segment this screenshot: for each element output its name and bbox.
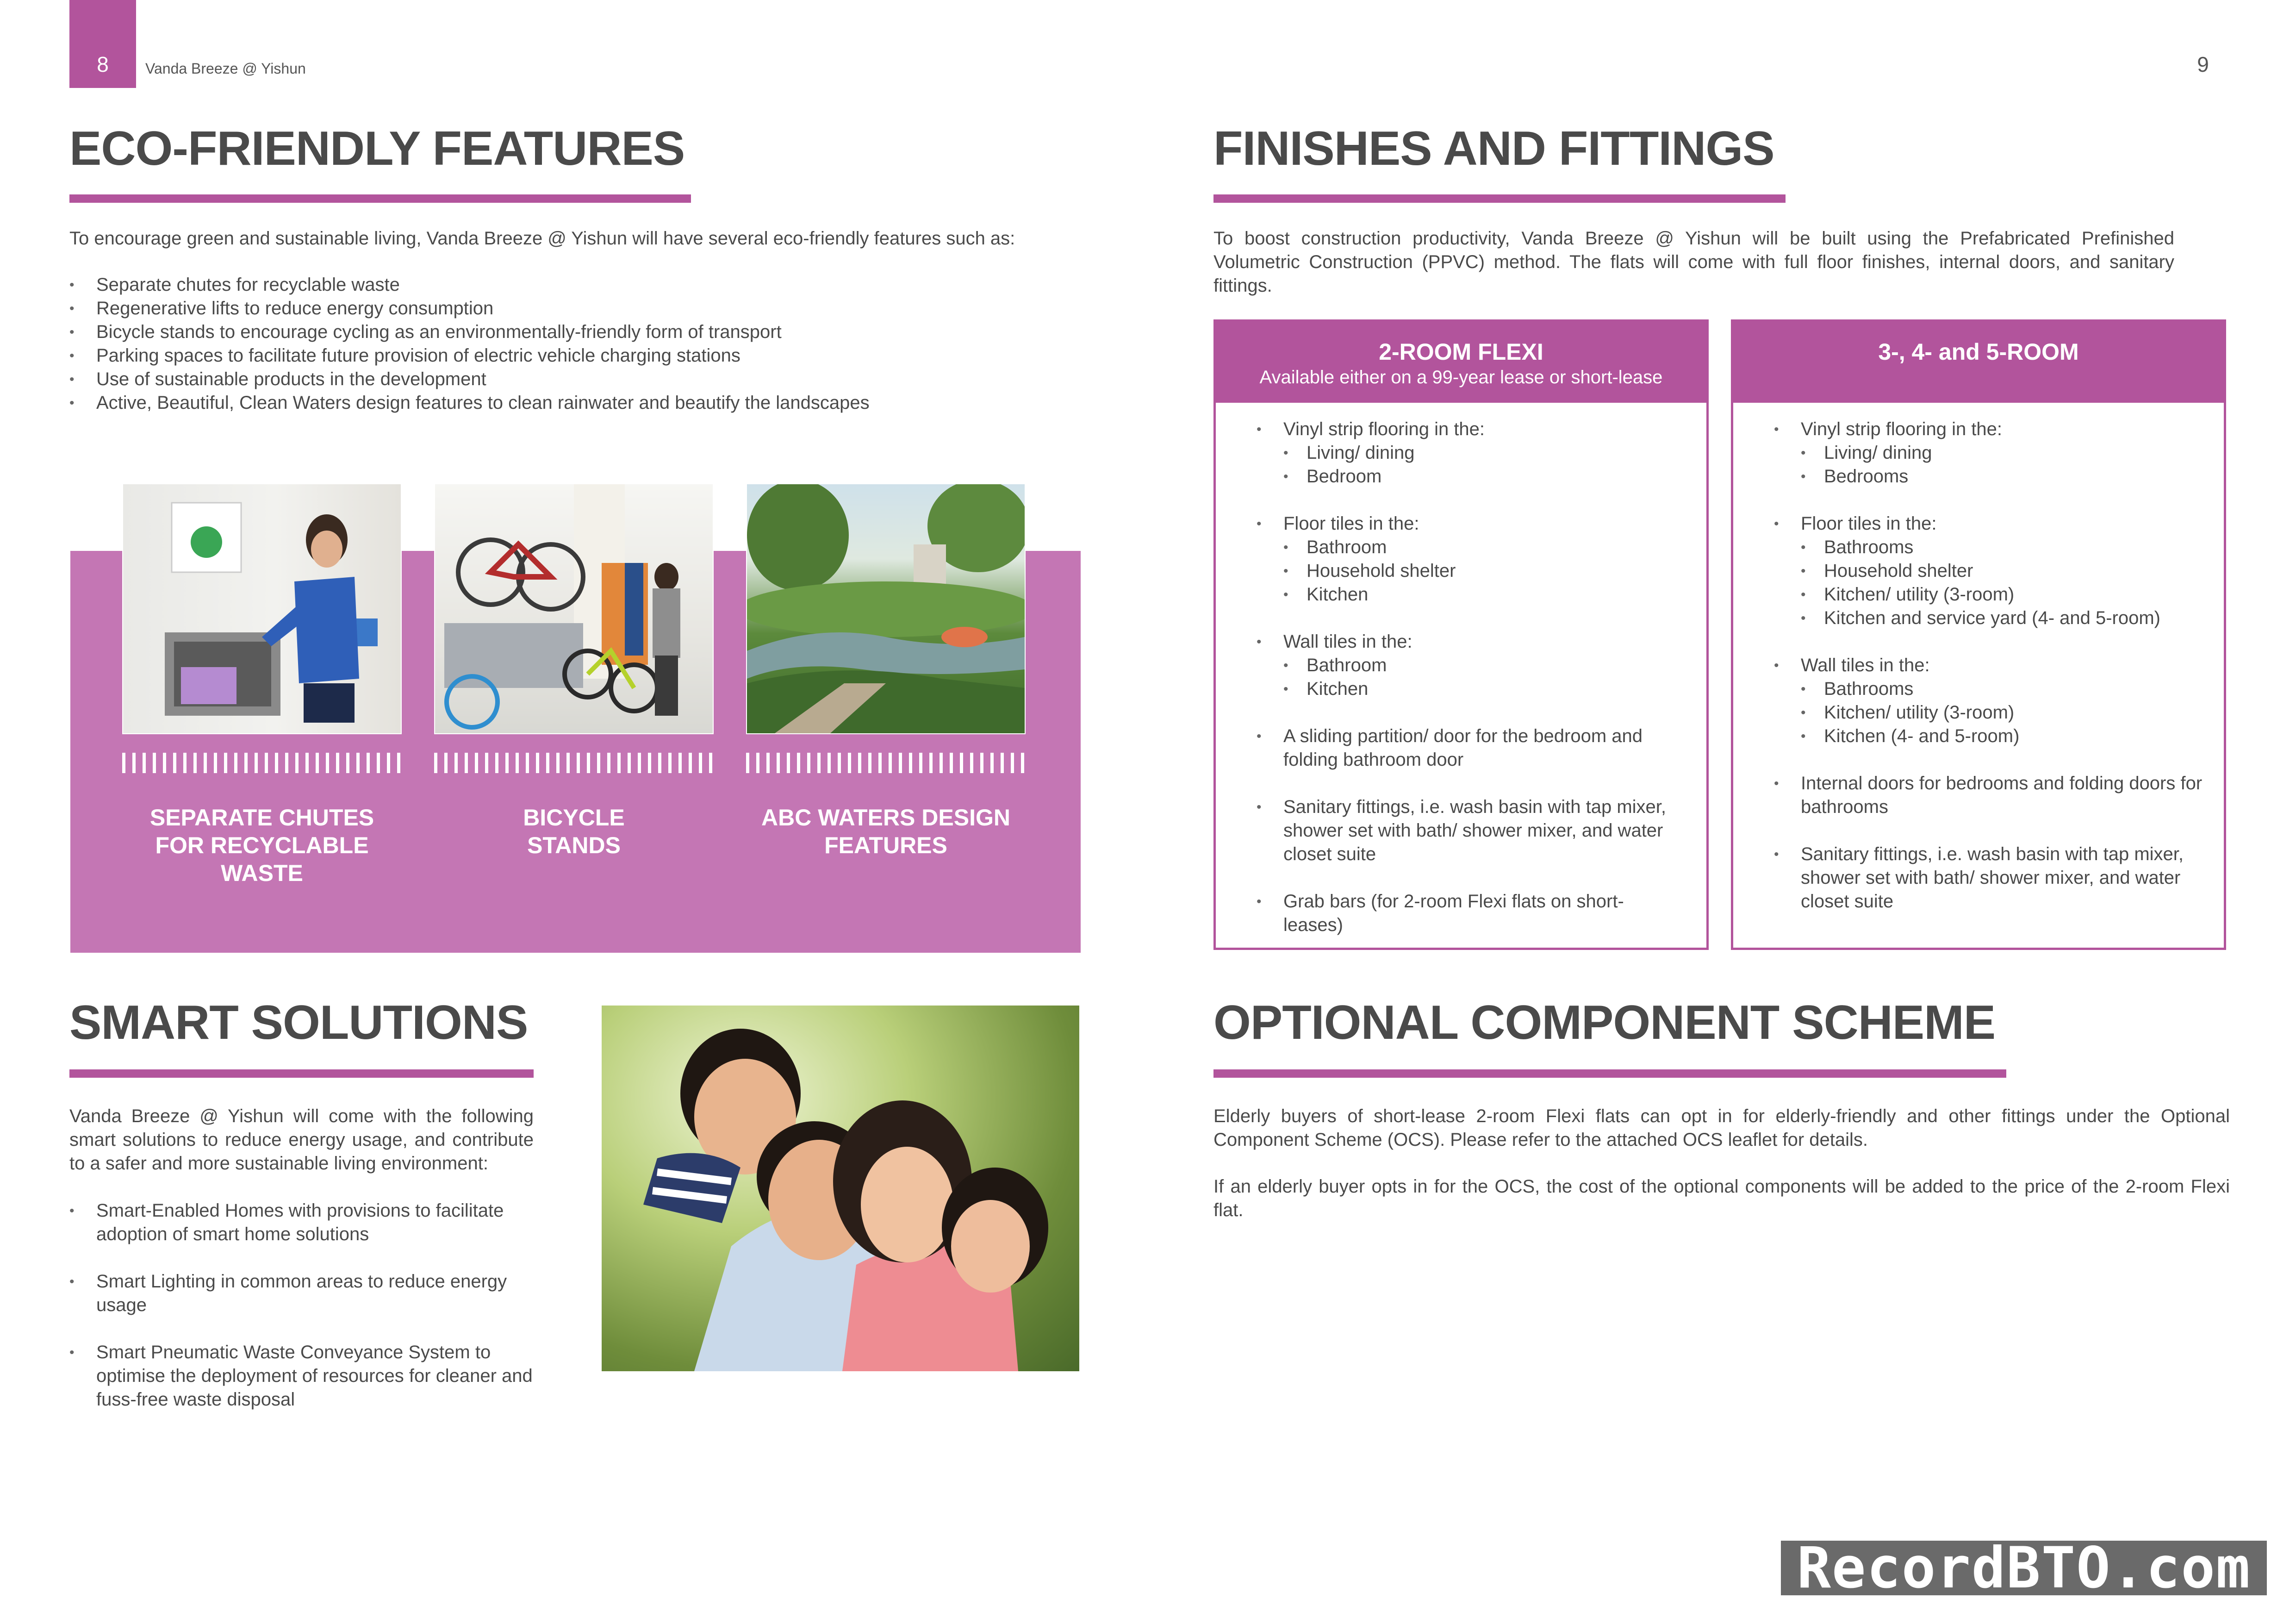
landscape-illustration [747,484,1025,733]
list-item: • Smart Lighting in common areas to reduce energy usage [69,1270,534,1317]
finishes-title: FINISHES AND FITTINGS [1213,122,1774,175]
room345-card [1731,319,2226,950]
list-subitem: • Living/ dining [1801,441,2205,465]
list-subitem: • Kitchen [1283,583,1688,606]
eco-bullet-list [69,273,1088,415]
list-item: • Wall tiles in the: • Bathrooms • Kitchen/ utility (3-room) • Kitchen (4- and 5-room) [1774,654,2205,748]
list-item: • Separate chutes for recyclable waste [69,273,1088,297]
list-subitem: • Bathroom [1283,536,1688,559]
finishes-title-underline [1213,194,1786,203]
list-item: • Use of sustainable products in the development [69,368,1088,391]
family-illustration [602,1006,1079,1371]
list-item: • Grab bars (for 2-room Flexi flats on short-leases) [1257,890,1688,937]
abc-waters-photo [746,483,1026,734]
page-number-left: 8 [97,52,109,76]
running-title: Vanda Breeze @ Yishun [145,60,306,77]
flexi-finish-list [1257,418,1688,937]
room345-card-header [1733,322,2224,403]
list-item: • Sanitary fittings, i.e. wash basin with tap mixer, shower set with bath/ shower mixer, and water closet suite [1257,795,1688,866]
ocs-paragraph-1: Elderly buyers of short-lease 2-room Flexi flats can opt in for elderly-friendly and other fittings under the Optional Component Scheme (OCS). Please refer to the attached OCS leaflet for details. [1213,1106,2230,1150]
decorative-divider [434,753,714,773]
ocs-title: OPTIONAL COMPONENT SCHEME [1213,996,1996,1049]
list-subitem: • Bathroom [1283,654,1688,677]
list-item: • Smart Pneumatic Waste Conveyance System to optimise the deployment of resources for cleaner and fuss-free waste disposal [69,1341,534,1412]
list-item: • Sanitary fittings, i.e. wash basin with tap mixer, shower set with bath/ shower mixer, and water closet suite [1774,843,2205,913]
room345-card-title: 3-, 4- and 5-ROOM [1878,339,2079,365]
smart-bullet-list [69,1199,534,1412]
caption-abc-waters: ABC WATERS DESIGN FEATURES [761,805,1010,858]
flexi-card-subtitle: Available either on a 99-year lease or short-lease [1259,367,1663,387]
smart-intro: Vanda Breeze @ Yishun will come with the following smart solutions to reduce energy usage, and contribute to a safer and more sustainable living environment: [69,1106,534,1174]
list-item: • A sliding partition/ door for the bedroom and folding bathroom door [1257,725,1688,772]
list-item: • Parking spaces to facilitate future provision of electric vehicle charging stations [69,344,1088,368]
list-subitem: • Living/ dining [1283,441,1688,465]
list-item: • Floor tiles in the: • Bathroom • Household shelter • Kitchen [1257,512,1688,606]
flexi-card-title: 2-ROOM FLEXI [1379,339,1543,365]
caption-recycling-chutes: SEPARATE CHUTES FOR RECYCLABLE WASTE [149,805,374,886]
list-item: • Vinyl strip flooring in the: • Living/ dining • Bedroom [1257,418,1688,488]
bicycle-stands-photo [434,483,714,734]
list-item: • Vinyl strip flooring in the: • Living/ dining • Bedrooms [1774,418,2205,488]
decorative-divider [122,753,402,773]
list-subitem: • Bedrooms [1801,465,2205,488]
flexi-card [1213,319,1709,950]
finishes-intro: To boost construction productivity, Vanda Breeze @ Yishun will be built using the Prefabricated Prefinished Volumetric Construction (PPVC) method. The flats will come with full floor finishes, internal doors, and sanitary fittings. [1213,228,2174,296]
list-subitem: • Kitchen (4- and 5-room) [1801,725,2205,748]
ocs-paragraph-2: If an elderly buyer opts in for the OCS, the cost of the optional components will be added to the price of the 2-room Flexi flat. [1213,1176,2230,1220]
list-item: • Wall tiles in the: • Bathroom • Kitchen [1257,630,1688,701]
flexi-card-header [1216,322,1706,403]
list-subitem: • Bathrooms [1801,536,2205,559]
list-item: • Internal doors for bedrooms and folding doors for bathrooms [1774,772,2205,819]
smart-title-underline [69,1069,534,1078]
caption-bicycle-stands: BICYCLE STANDS [523,805,625,858]
list-item: • Regenerative lifts to reduce energy consumption [69,297,1088,320]
list-subitem: • Kitchen/ utility (3-room) [1801,701,2205,725]
list-subitem: • Kitchen/ utility (3-room) [1801,583,2205,606]
list-item: • Active, Beautiful, Clean Waters design features to clean rainwater and beautify the landscapes [69,391,1088,415]
eco-intro: To encourage green and sustainable living, Vanda Breeze @ Yishun will have several eco-friendly features such as: [69,228,1015,249]
family-photo [602,1006,1079,1371]
eco-title-underline [69,194,691,203]
eco-title: ECO-FRIENDLY FEATURES [69,122,685,175]
list-subitem: • Household shelter [1283,559,1688,583]
recycling-chute-photo [122,483,402,734]
bicycle-illustration [435,484,713,733]
watermark-logo: RecordBTO.com [1781,1541,2267,1595]
list-subitem: • Bathrooms [1801,677,2205,701]
ocs-title-underline [1213,1069,2006,1078]
list-subitem: • Household shelter [1801,559,2205,583]
list-item: • Smart-Enabled Homes with provisions to facilitate adoption of smart home solutions [69,1199,534,1246]
list-item: • Floor tiles in the: • Bathrooms • Household shelter • Kitchen/ utility (3-room) • Kitchen and service yard (4- and 5-room) [1774,512,2205,630]
page-number-right: 9 [2197,52,2209,76]
room345-finish-list [1774,418,2205,913]
list-item: • Bicycle stands to encourage cycling as an environmentally-friendly form of transport [69,320,1088,344]
smart-title: SMART SOLUTIONS [69,996,528,1049]
list-subitem: • Kitchen [1283,677,1688,701]
recycling-chute-illustration [123,484,401,733]
list-subitem: • Kitchen and service yard (4- and 5-room) [1801,606,2205,630]
decorative-divider [746,753,1026,773]
list-subitem: • Bedroom [1283,465,1688,488]
